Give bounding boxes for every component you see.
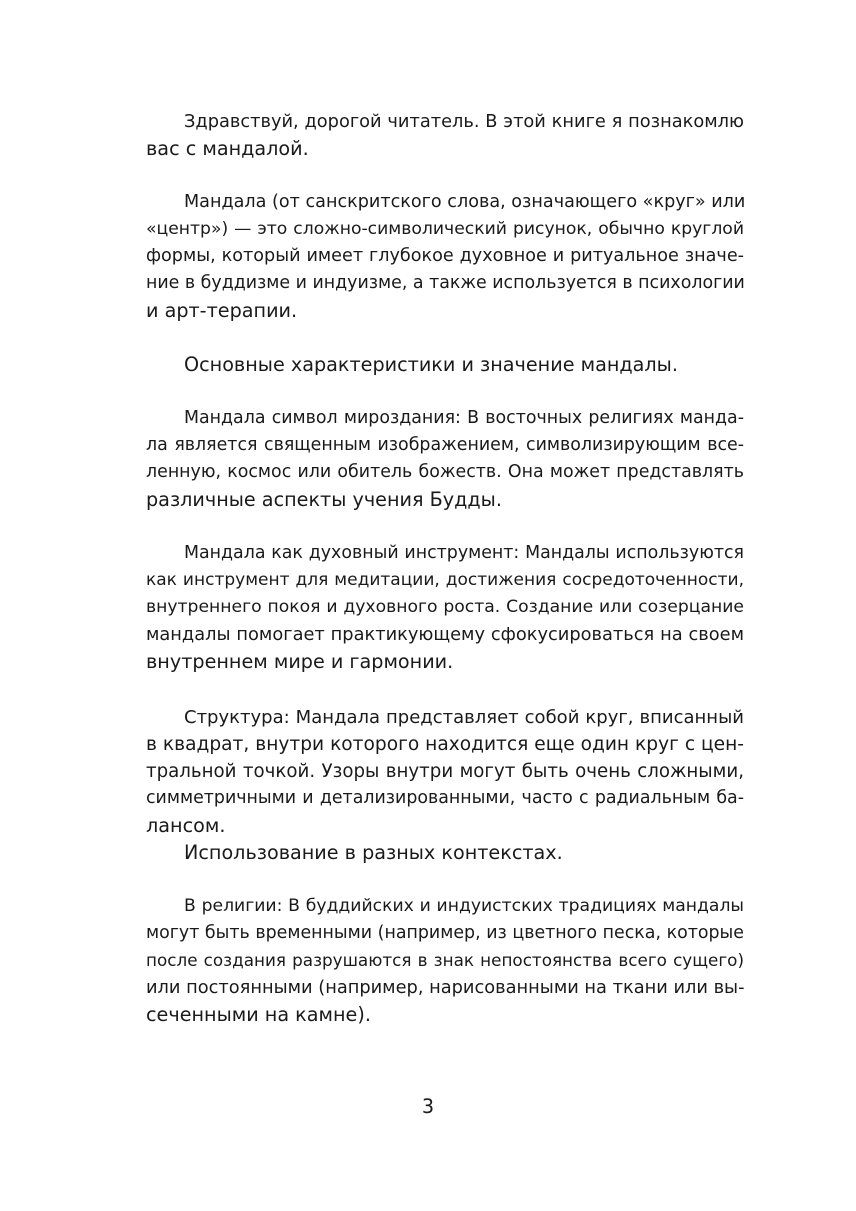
text-line: Мандала символ мироздания: В восточных религиях манда- bbox=[184, 408, 744, 428]
text-line: и арт-терапии. bbox=[146, 299, 298, 322]
text-line: мандалы помогает практикующему сфокусироваться на своем bbox=[146, 624, 744, 645]
text-line: ние в буддизме и индуизме, а также используется в психологии bbox=[146, 273, 745, 293]
text-line: тральной точкой. Узоры внутри могут быть очень сложными, bbox=[146, 761, 744, 782]
text-line: или постоянными (например, нарисованными на ткани или вы- bbox=[146, 977, 745, 998]
text-line: Мандала (от санскритского слова, означающего «круг» или bbox=[184, 192, 746, 212]
text-line: Основные характеристики и значение мандалы. bbox=[184, 353, 678, 376]
text-line: в квадрат, внутри которого находится еще один круг с цен- bbox=[146, 734, 744, 755]
text-line: В религии: В буддийских и индуистских традициях мандалы bbox=[184, 896, 744, 916]
text-line: ленную, космос или обитель божеств. Она может представлять bbox=[146, 462, 744, 482]
text-line: «центр») — это сложно-символический рисунок, обычно круглой bbox=[146, 219, 744, 239]
text-line: Мандала как духовный инструмент: Мандалы используются bbox=[184, 543, 744, 563]
text-line: симметричными и детализированными, часто с радиальным ба- bbox=[146, 788, 744, 808]
text-line: формы, который имеет глубокое духовное и ритуальное значе- bbox=[146, 246, 744, 266]
text-line: Структура: Мандала представляет собой круг, вписанный bbox=[184, 707, 744, 728]
text-line: после создания разрушаются в знак непостоянства всего сущего) bbox=[146, 950, 744, 970]
text-line: ла является священным изображением, символизирующим все- bbox=[146, 435, 744, 455]
text-line: различные аспекты учения Будды. bbox=[146, 488, 502, 511]
page-number: 3 bbox=[421, 1095, 435, 1118]
text-line: могут быть временными (например, из цветного песка, которые bbox=[146, 923, 744, 943]
text-line: как инструмент для медитации, достижения сосредоточенности, bbox=[146, 570, 744, 590]
text-line: внутреннем мире и гармонии. bbox=[146, 650, 454, 673]
text-line: Использование в разных контекстах. bbox=[184, 841, 563, 864]
text-line: Здравствуй, дорогой читатель. В этой книге я познакомлю bbox=[184, 111, 744, 132]
text-line: сеченными на камне). bbox=[146, 1003, 371, 1026]
text-line: внутреннего покоя и духовного роста. Создание или созерцание bbox=[146, 597, 744, 617]
text-line: вас с мандалой. bbox=[146, 137, 309, 160]
text-line: лансом. bbox=[146, 814, 226, 837]
